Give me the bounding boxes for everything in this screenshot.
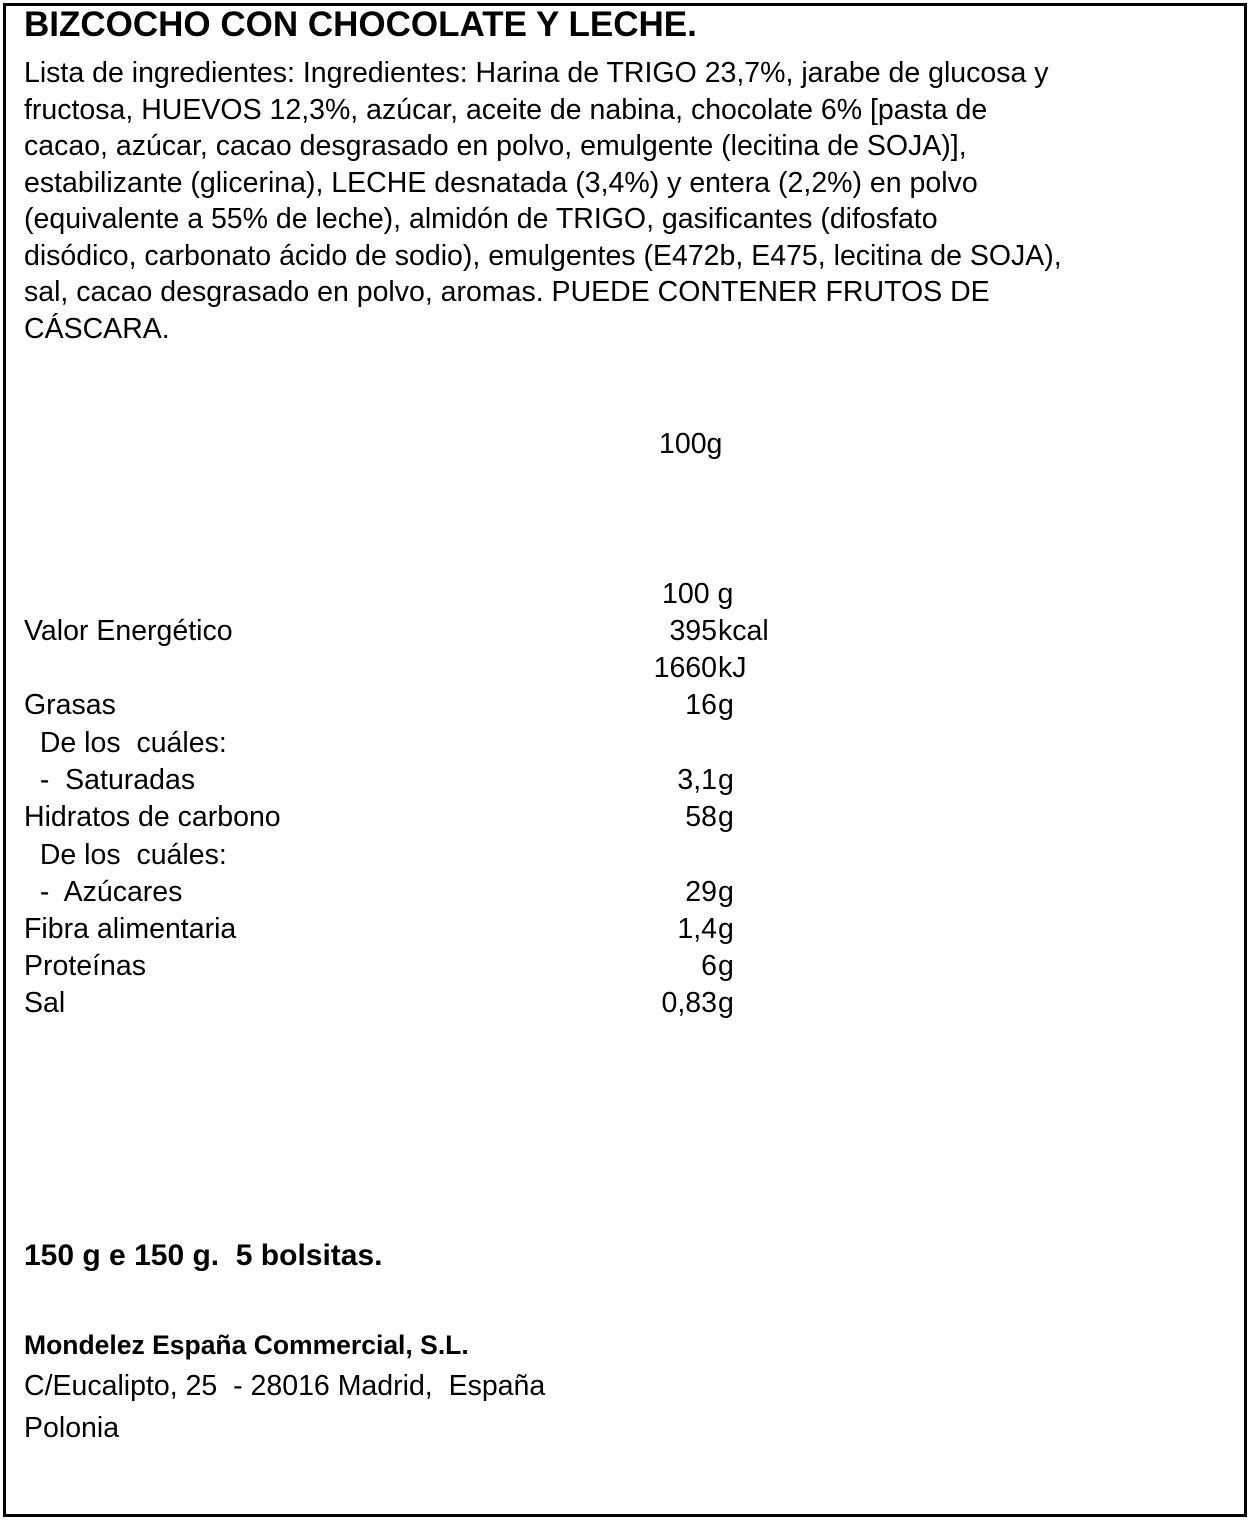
ingredients-line: disódico, carbonato ácido de sodio), emulgentes (E472b, E475, lecitina de SOJA), <box>24 239 1062 272</box>
nutrient-unit-salt: g <box>718 987 734 1019</box>
nutrient-label-energy: Valor Energético <box>24 615 233 647</box>
nutrient-value-fibre: 1,4 <box>677 913 717 945</box>
nutrient-unit-sugars: g <box>718 876 734 908</box>
nutrient-value-fat: 16 <box>685 689 717 721</box>
nutrient-value-sugars: 29 <box>685 876 717 908</box>
nutrient-value-energy-kcal: 395 <box>669 615 717 647</box>
company-name: Mondelez España Commercial, S.L. <box>24 1330 469 1360</box>
ingredients-line: CÁSCARA. <box>24 312 170 345</box>
nutrient-value-carbohydrates: 58 <box>685 801 717 833</box>
portion-header-top: 100g <box>659 428 723 460</box>
product-title: BIZCOCHO CON CHOCOLATE Y LECHE. <box>24 5 697 44</box>
nutrient-label-of-which: De los cuáles: <box>24 727 227 759</box>
portion-header: 100 g <box>662 578 734 610</box>
nutrient-unit-carbohydrates: g <box>718 801 734 833</box>
country-of-origin: Polonia <box>24 1412 120 1444</box>
ingredients-line: Lista de ingredientes: Ingredientes: Harina de TRIGO 23,7%, jarabe de glucosa y <box>24 57 1049 89</box>
nutrient-label-salt: Sal <box>24 987 66 1019</box>
nutrient-label-fibre: Fibra alimentaria <box>24 913 237 945</box>
nutrient-label-sugars: - Azúcares <box>24 876 183 908</box>
nutrient-unit-kcal: kcal <box>718 615 769 647</box>
nutrient-label-carbohydrates: Hidratos de carbono <box>24 801 281 833</box>
nutrient-unit-fibre: g <box>718 913 734 945</box>
ingredients-line: sal, cacao desgrasado en polvo, aromas. PUEDE CONTENER FRUTOS DE <box>24 276 990 308</box>
company-address: C/Eucalipto, 25 - 28016 Madrid, España <box>24 1370 546 1402</box>
nutrient-value-salt: 0,83 <box>661 987 717 1019</box>
ingredients-line: fructosa, HUEVOS 12,3%, azúcar, aceite de nabina, chocolate 6% [pasta de <box>24 93 988 126</box>
nutrient-value-saturated: 3,1 <box>677 764 717 796</box>
nutrient-value-protein: 6 <box>701 950 717 982</box>
nutrient-label-of-which: De los cuáles: <box>24 839 227 871</box>
ingredients-line: cacao, azúcar, cacao desgrasado en polvo, emulgente (lecitina de SOJA)], <box>24 130 967 162</box>
nutrient-unit-kj: kJ <box>718 652 747 684</box>
ingredients-line: (equivalente a 55% de leche), almidón de TRIGO, gasificantes (difosfato <box>24 203 938 235</box>
ingredients-list <box>24 55 1214 347</box>
nutrient-unit-fat: g <box>718 689 734 721</box>
nutrient-label-fat: Grasas <box>24 689 116 721</box>
nutrient-value-energy-kj: 1660 <box>653 652 717 684</box>
nutrient-unit-saturated: g <box>718 764 734 796</box>
net-weight: 150 g e 150 g. 5 bolsitas. <box>24 1239 383 1272</box>
nutrient-label-saturated: - Saturadas <box>24 764 196 796</box>
nutrient-unit-protein: g <box>718 950 734 982</box>
nutrient-label-protein: Proteínas <box>24 950 146 982</box>
ingredients-line: estabilizante (glicerina), LECHE desnatada (3,4%) y entera (2,2%) en polvo <box>24 166 978 199</box>
